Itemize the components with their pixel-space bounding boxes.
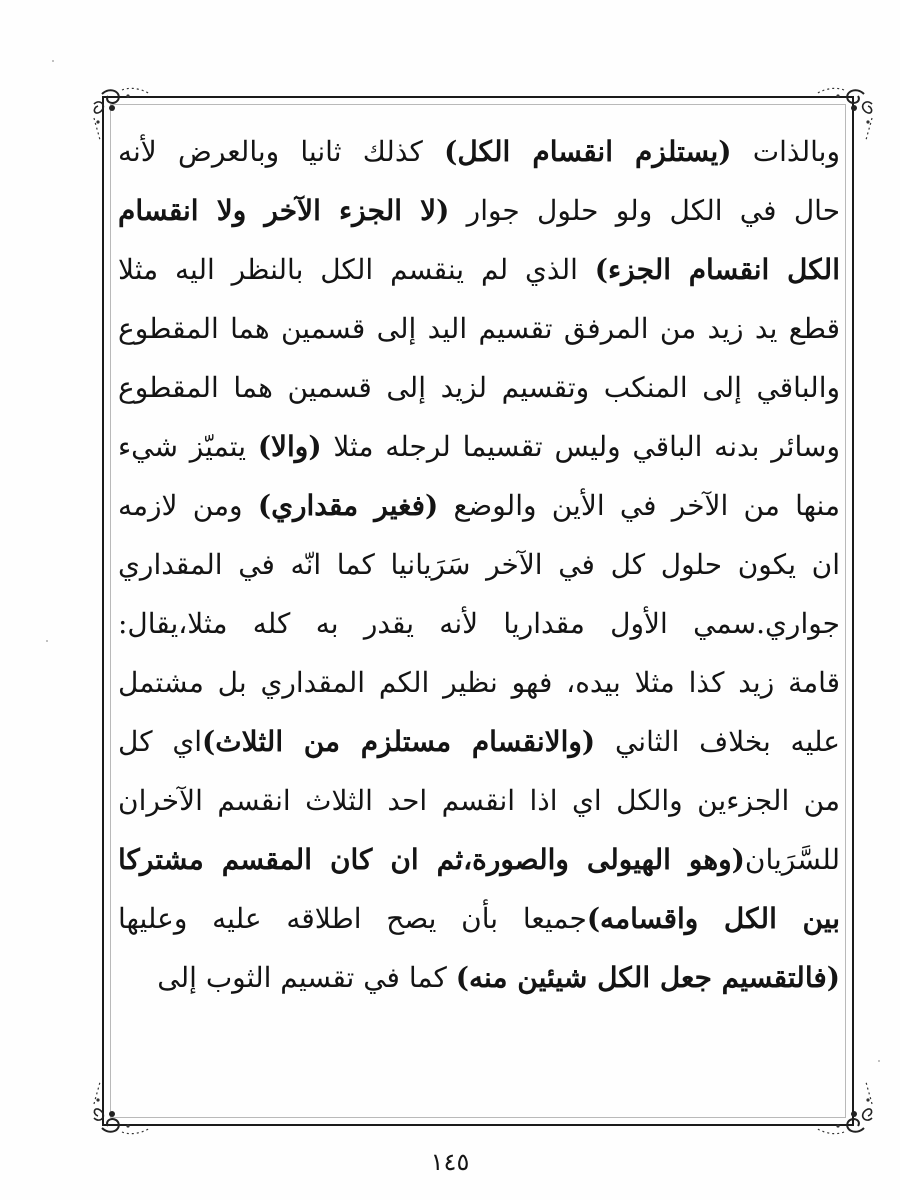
- commentary-segment: والباقي إلى المنكب وتقسيم لزيد إلى قسمين هما المقطوع: [118, 371, 840, 404]
- text-line: [118, 417, 840, 476]
- text-line: [118, 122, 840, 181]
- body-text: [118, 122, 840, 1007]
- commentary-segment: قامة زيد كذا مثلا بيده، فهو نظير الكم المقداري بل مشتمل: [118, 666, 840, 699]
- text-line: [118, 830, 840, 889]
- commentary-segment: وبالذات: [731, 135, 840, 168]
- text-line: [118, 771, 840, 830]
- text-line: [118, 181, 840, 240]
- matn-bold-segment: (لا الجزء الآخر ولا انقسام: [118, 194, 450, 227]
- scan-speck: [46, 640, 48, 642]
- commentary-segment: جميعا بأن يصح اطلاقه عليه وعليها: [118, 902, 587, 935]
- matn-bold-segment: (والانقسام مستلزم من الثلاث): [202, 725, 596, 758]
- scan-speck: [878, 1060, 880, 1062]
- text-line: [118, 240, 840, 299]
- page-number: ١٤٥: [430, 1148, 470, 1176]
- commentary-segment: ومن لازمه: [118, 489, 258, 522]
- commentary-segment: جواري.سمي الأول مقداريا لأنه يقدر به كله مثلا،يقال:: [118, 607, 840, 640]
- text-line: [118, 358, 840, 417]
- text-line: [118, 889, 840, 948]
- commentary-segment: منها من الآخر في الأين والوضع: [438, 489, 840, 522]
- commentary-segment: للسَّرَيان: [744, 843, 840, 876]
- commentary-segment: قطع يد زيد من المرفق تقسيم اليد إلى قسمين هما المقطوع: [118, 312, 840, 345]
- matn-bold-segment: (فغير مقداري): [257, 489, 439, 522]
- commentary-segment: اي كل: [118, 725, 203, 758]
- text-line: [118, 535, 840, 594]
- text-line: [118, 712, 840, 771]
- commentary-segment: ان يكون حلول كل في الآخر سَرَيانيا كما انّه في المقداري: [118, 548, 840, 581]
- matn-bold-segment: (والا): [257, 430, 322, 463]
- matn-bold-segment: بين الكل واقسامه): [586, 902, 840, 935]
- text-line: [118, 948, 840, 1007]
- commentary-segment: يتميّز شيء: [118, 430, 258, 463]
- commentary-segment: الذي لم ينقسم الكل بالنظر اليه مثلا: [118, 253, 595, 286]
- commentary-segment: عليه بخلاف الثاني: [595, 725, 840, 758]
- commentary-segment: حال في الكل ولو حلول جوار: [449, 194, 840, 227]
- corner-ornament-bottom-right-icon: [808, 1078, 878, 1138]
- matn-bold-segment: (فالتقسيم جعل الكل شيئين منه): [455, 961, 840, 994]
- matn-bold-segment: (يستلزم انقسام الكل): [444, 135, 732, 168]
- text-line: [118, 299, 840, 358]
- text-line: [118, 653, 840, 712]
- corner-ornament-bottom-left-icon: [88, 1078, 158, 1138]
- commentary-segment: كما في تقسيم الثوب إلى: [157, 961, 456, 994]
- text-line: [118, 594, 840, 653]
- scan-speck: [52, 60, 54, 62]
- matn-bold-segment: الكل انقسام الجزء): [594, 253, 840, 286]
- text-line: [118, 476, 840, 535]
- commentary-segment: كذلك ثانيا وبالعرض لأنه: [118, 135, 445, 168]
- commentary-segment: وسائر بدنه الباقي وليس تقسيما لرجله مثلا: [321, 430, 840, 463]
- commentary-segment: من الجزءين والكل اي اذا انقسم احد الثلاث انقسم الآخران: [118, 784, 840, 817]
- matn-bold-segment: (وهو الهيولى والصورة،ثم ان كان المقسم مشتركا: [118, 843, 745, 876]
